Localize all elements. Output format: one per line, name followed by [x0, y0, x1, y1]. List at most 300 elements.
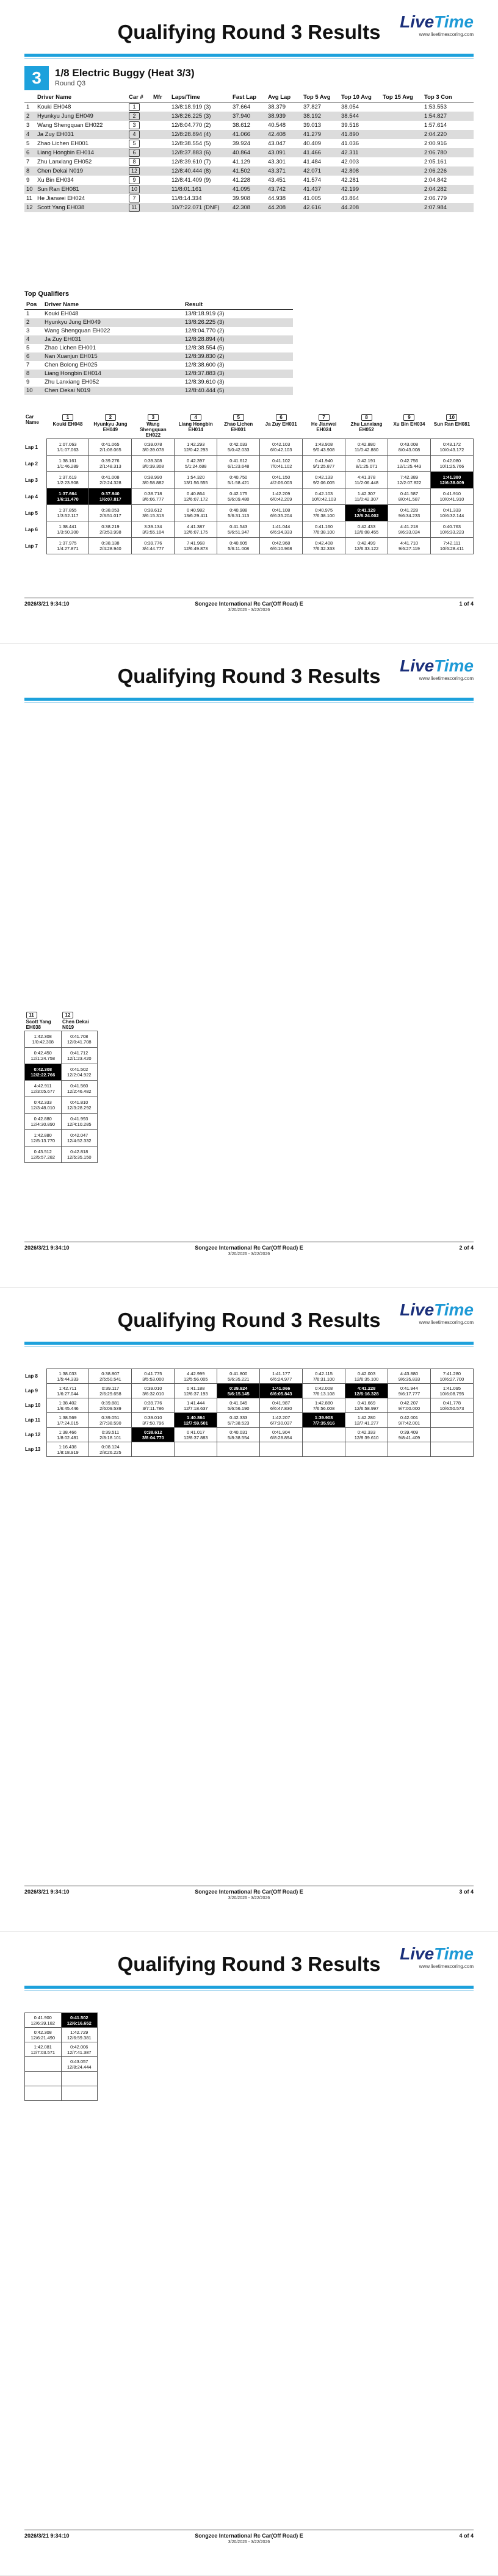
- lap-position: 12/6:37.193: [183, 1390, 208, 1397]
- lap-cell: [175, 521, 217, 538]
- result-name: Chen Dekai N019: [35, 166, 127, 176]
- result-row: [24, 139, 474, 148]
- result-laps: 12/8:37.883 (6): [170, 148, 231, 157]
- result-avg: 43.371: [266, 166, 301, 176]
- lap-cell: [175, 1398, 217, 1413]
- lap-time: 0:38.718: [144, 491, 162, 496]
- lap-row: [24, 439, 474, 456]
- lap-cell: [260, 456, 303, 472]
- lap-position: 3/0:58.882: [142, 480, 164, 485]
- result-mfr: [151, 139, 170, 148]
- result-row: [24, 176, 474, 185]
- lap-position: 5/6:31.113: [228, 513, 250, 518]
- qualifier-name: Ja Zuy EH031: [43, 335, 183, 344]
- lap-cell: [430, 1413, 473, 1428]
- qualifier-result: 13/8:26.225 (3): [183, 318, 293, 327]
- lap-time: 0:39.010: [144, 1385, 162, 1391]
- lap-time: 1:38.161: [59, 458, 77, 463]
- qualifier-name: Kouki EH048: [45, 310, 79, 318]
- lap-time: 0:08.124: [101, 1444, 120, 1450]
- lap-position: 6/0:42.103: [270, 447, 292, 453]
- lap-time: 1:54.320: [187, 474, 205, 480]
- result-car: [127, 176, 151, 185]
- result-t15: [381, 121, 422, 130]
- result-mfr: [151, 148, 170, 157]
- lap-time: 0:41.333: [442, 507, 461, 513]
- lap-position: 12/2:22.766: [31, 1072, 56, 1078]
- lap-cell: [132, 488, 175, 505]
- lap-row: [25, 1130, 98, 1147]
- result-t3: 2:04.220: [422, 130, 474, 139]
- lap-cell: [345, 1428, 388, 1442]
- lap-cell: [345, 1442, 388, 1457]
- lap-position: 12/6:38.009: [439, 480, 464, 485]
- lap-cell: [388, 538, 431, 554]
- lap-time: 0:41.987: [272, 1400, 290, 1406]
- page-title: Qualifying Round 3 Results: [117, 1309, 381, 1331]
- result-row: [24, 185, 474, 194]
- qualifier-name: Nan Xuanjun EH015: [43, 352, 183, 361]
- driver-name: Kouki EH048: [52, 421, 83, 427]
- footer-event: Songzee International Rc Car(Off Road) E: [195, 601, 303, 607]
- result-name: Zhao Lichen EH001: [37, 140, 88, 147]
- lap-position: 7/6:56.008: [312, 1405, 335, 1411]
- result-pos: 3: [26, 122, 30, 129]
- lap-position: 11/0:42.307: [354, 496, 379, 502]
- footer-page-number: 4 of 4: [459, 2533, 474, 2539]
- lap-position: 11/2:06.448: [354, 480, 379, 485]
- livetime-logo: LiveTime www.livetimescoring.com: [400, 656, 474, 681]
- result-fast: 41.129: [233, 159, 251, 165]
- top-qualifiers-table: Pos Driver Name Result 1 Kouki EH048 13/8:18.919 (3) 2 Hyunkyu Jung EH049 13/8:26.225 (3) 3 Wang Shengquan EH022 12/8:04.770 (2) 4 Ja Zuy EH031 12/8:28.894 (4) 5 Zhao Lichen EH001 12/8:38.554 (5) 6 Nan Xuanjun EH015 12/8:39.830 (2) 7 Chen Bolong EH025 12/8:38.600 (3) 8 Liang Hongbin EH014 12/8:37.883 (3) 9 Zhu Lanxiang EH052 12/8:39.610 (3) 10 Chen Dekai N019 12/8:40.444 (5): [24, 300, 293, 395]
- lap-time: 0:42.175: [229, 491, 248, 496]
- footer-page-number: 2 of 4: [459, 1245, 474, 1251]
- lap-time: 0:42.047: [70, 1132, 88, 1138]
- lap-cell: [303, 488, 345, 505]
- lap-label: Lap 9: [25, 1388, 38, 1394]
- car-number: 2: [129, 112, 140, 120]
- lap-position: 12/2:46.482: [67, 1089, 92, 1094]
- lap-row: [25, 1114, 98, 1130]
- lap-position: 10/0:42.103: [311, 496, 336, 502]
- lap-position: 12/4:30.890: [31, 1122, 56, 1127]
- lap-cell: [89, 472, 132, 488]
- lap-time: 0:41.502: [70, 1067, 88, 1072]
- lap-cell: [217, 1442, 260, 1457]
- result-t3: 1:53.553: [424, 104, 447, 110]
- lap-cell: [132, 1428, 175, 1442]
- lap-time: 0:42.033: [229, 442, 248, 447]
- lap-time: 0:37.940: [101, 491, 120, 496]
- lap-time: 0:39.409: [400, 1429, 419, 1435]
- lap-time: 1:38.466: [59, 1429, 77, 1435]
- lap-position: 5/6:35.221: [227, 1376, 250, 1382]
- lap-row: [24, 1369, 474, 1384]
- lap-position: 9/7:42.001: [398, 1420, 420, 1426]
- lap-row: [24, 1442, 474, 1457]
- driver-column-header: [217, 413, 260, 439]
- lap-position: 3/7:11.786: [142, 1405, 164, 1411]
- lap-position: 1/1:46.289: [57, 463, 79, 469]
- lap-time: 0:41.944: [400, 1385, 419, 1391]
- result-laps: 13/8:18.919 (3): [171, 104, 211, 110]
- result-pos: 8: [24, 166, 35, 176]
- result-t3: 1:54.827: [422, 112, 474, 121]
- result-t10: 42.199: [339, 185, 381, 194]
- lap-time: 4:43.880: [400, 1370, 419, 1376]
- qualifier-row: [24, 344, 293, 352]
- result-laps: 11/8:14.334: [171, 195, 202, 202]
- lap-cell: [89, 1442, 132, 1457]
- lap-position: 1/5:44.333: [57, 1376, 79, 1382]
- result-t5: 41.437: [301, 185, 339, 194]
- result-car: [127, 194, 151, 203]
- lap-label: Lap 10: [25, 1403, 41, 1408]
- lap-cell: [260, 1442, 303, 1457]
- lap-position: 10/6:08.795: [439, 1390, 464, 1397]
- lap-cell: [46, 538, 89, 554]
- lap-position: 12/0:42.293: [183, 447, 208, 453]
- lap-time: 0:42.880: [357, 442, 376, 447]
- result-t10: 42.808: [339, 166, 381, 176]
- lap-time: 0:42.433: [357, 524, 376, 529]
- result-car: [127, 203, 151, 212]
- driver-column-header: [345, 413, 388, 439]
- result-t15: [381, 185, 422, 194]
- driver-column-header: [46, 413, 89, 439]
- lap-time: 1:42.293: [187, 442, 205, 447]
- lap-position: 5/6:56.190: [227, 1405, 250, 1411]
- result-mfr: [151, 130, 170, 139]
- lap-cell: [46, 439, 89, 456]
- lap-time: 1:37.664: [59, 491, 77, 496]
- lap-time: 0:41.775: [144, 1370, 162, 1376]
- result-pos: 11: [26, 195, 32, 202]
- lap-time: 0:41.102: [272, 458, 290, 463]
- lap-row: [25, 1097, 98, 1114]
- lap-cell: [132, 1369, 175, 1384]
- lap-position: 9/2:06.005: [312, 480, 335, 485]
- driver-column-header: [430, 413, 473, 439]
- lap-time: 0:41.108: [272, 507, 290, 513]
- lap-position: 12/8:24.444: [67, 2064, 92, 2070]
- lap-time: 0:41.160: [314, 524, 333, 529]
- lap-time: 0:41.910: [442, 491, 461, 496]
- lap-position: 9/6:17.777: [398, 1390, 420, 1397]
- qualifier-name: Chen Bolong EH025: [45, 362, 98, 368]
- lap-cell: [260, 1413, 303, 1428]
- result-row: [24, 112, 474, 121]
- livetime-logo: LiveTime www.livetimescoring.com: [400, 12, 474, 37]
- lap-position: 9/6:35.833: [398, 1376, 420, 1382]
- qualifier-result: 12/8:37.883 (3): [183, 370, 293, 378]
- footer-date: 2026/3/21 9:34:10: [24, 1245, 70, 1251]
- lap-cell: [89, 439, 132, 456]
- page-title: Qualifying Round 3 Results: [117, 21, 381, 43]
- result-t5: 41.279: [301, 130, 339, 139]
- lap-position: 5/6:11.008: [228, 546, 250, 551]
- lap-label: Lap 3: [25, 477, 38, 483]
- lap-time: 1:42.207: [272, 1414, 290, 1420]
- lap-cell: [260, 521, 303, 538]
- footer-date-range: 3/20/2026 - 3/22/2026: [228, 2540, 270, 2544]
- result-car: [127, 185, 151, 194]
- lap-position: 2/5:50.541: [99, 1376, 121, 1382]
- lap-time: 0:41.017: [187, 1429, 205, 1435]
- livetime-logo: LiveTime www.livetimescoring.com: [400, 1944, 474, 1969]
- result-laps: 12/8:40.444 (8): [170, 166, 231, 176]
- lap-position: 1/6:45.446: [57, 1405, 79, 1411]
- lap-time: 0:41.543: [229, 524, 248, 529]
- lap-time: 4:41.228: [357, 1385, 376, 1391]
- qualifier-row: [24, 361, 293, 370]
- result-mfr: [151, 112, 170, 121]
- lap-cell: [260, 505, 303, 521]
- lap-position: 10/6:28.411: [439, 546, 464, 551]
- lap-position: 12/6:35.100: [354, 1376, 379, 1382]
- lap-cell: [61, 1097, 98, 1114]
- lap-cell: [25, 2013, 62, 2028]
- lap-cell: [89, 538, 132, 554]
- result-fast: 41.095: [231, 185, 266, 194]
- lap-cell: [345, 472, 388, 488]
- result-t10: 39.516: [341, 122, 359, 129]
- lap-time: 0:41.008: [101, 474, 120, 480]
- lap-position: 12/6:39.182: [31, 2020, 56, 2026]
- lap-cell: [61, 2057, 98, 2072]
- driver-name: Sun Ran EH081: [433, 421, 471, 427]
- lap-cell: [430, 1369, 473, 1384]
- results-table: Driver Name Car # Mfr Laps/Time Fast Lap Avg Lap Top 5 Avg Top 10 Avg Top 15 Avg Top 3 Con 1 Kouki EH048 1 13/8:18.919 (3) 37.664 38.379 37.827 38.054 1:53.553 2 Hyunkyu Jung EH049 2 13/8:26.225 (3) 37.940 38.939 38.192 38.544 1:54.827 3 Wang Shengquan EH022 3 12/8:04.770 (2) 38.612 40.548 39.013 39.516 1:57.614 4 Ja Zuy EH031 4 12/8:28.894 (4) 41.066 42.408 41.279 41.890 2:04.220 5 Zhao Lichen EH001 5 12/8:38.554 (5) 39.924 43.047 40.409 41.036 2:00.916 6 Liang Hongbin EH014 6 12/8:37.883 (6) 40.864 43.091 41.466 42.311 2:06.780 7 Zhu Lanxiang EH052 8 12/8:39.610 (7) 41.129 43.301 41.484 42.003 2:05.161 8 Chen Dekai N019 12 12/8:40.444 (8) 41.502 43.371 42.071 42.808 2:06.226 9 Xu Bin EH034 9 12/8:41.409 (9) 41.228 43.451 41.574 42.281 2:04.842 10 Sun Ran EH081 10 11/8:01.161 41.095 43.742 41.437 42.199 2:04.282 11 He Jianwei EH024 7 11/8:14.334 39.908 44.938 41.005 43.864 2:06.779 12 Scott Yang EH038 11 10/7:22.071 (DNF) 42.308 44.208 42.616 44.208 2:07.984: [24, 93, 474, 212]
- footer-date-range: 3/20/2026 - 3/22/2026: [228, 1252, 270, 1256]
- lap-position: 12/4:10.285: [67, 1122, 92, 1127]
- lap-row: [25, 2028, 98, 2042]
- lap-time: 4:42.911: [34, 1083, 52, 1089]
- lap-cell: [132, 505, 175, 521]
- result-name: Kouki EH048: [37, 104, 71, 110]
- lap-time: 0:41.810: [70, 1100, 88, 1105]
- lap-position: 12/7:03.571: [31, 2049, 56, 2055]
- lap-row: [25, 2057, 98, 2072]
- result-fast: 38.612: [233, 122, 251, 129]
- lap-row: [24, 488, 474, 505]
- lap-cell: [303, 1384, 345, 1398]
- lap-time: 0:43.008: [400, 442, 419, 447]
- lap-time: 0:42.408: [314, 540, 333, 546]
- lap-row: [25, 1081, 98, 1097]
- result-t3: 1:57.614: [424, 122, 447, 129]
- header-rule: [24, 1342, 474, 1345]
- result-t10: 42.311: [339, 148, 381, 157]
- lap-cell: [89, 521, 132, 538]
- lap-cell: [388, 521, 431, 538]
- lap-position: 1/6:11.470: [57, 496, 79, 502]
- lap-cell: [46, 1384, 89, 1398]
- result-t3: 2:06.779: [424, 195, 447, 202]
- lap-cell: [25, 2042, 62, 2057]
- footer-event: Songzee International Rc Car(Off Road) E: [195, 1889, 303, 1895]
- lap-time: 7:42.111: [443, 540, 461, 546]
- lap-cell: [217, 1413, 260, 1428]
- lap-time: 4:41.387: [187, 524, 205, 529]
- lap-time: 0:41.502: [70, 2014, 88, 2020]
- heat-number-badge: 3: [24, 66, 49, 90]
- lap-time: 0:39.881: [101, 1400, 120, 1406]
- qualifier-result: 13/8:18.919 (3): [185, 310, 225, 318]
- lap-cell: [430, 538, 473, 554]
- lap-cell: [430, 1428, 473, 1442]
- footer-date: 2026/3/21 9:34:10: [24, 1889, 70, 1895]
- lap-time: 0:39.924: [229, 1385, 248, 1391]
- lap-position: 1/8:02.481: [57, 1434, 79, 1440]
- lap-time: 0:40.605: [229, 540, 248, 546]
- car-number: 8: [361, 414, 372, 421]
- lap-cell: [46, 505, 89, 521]
- result-mfr: [151, 157, 170, 166]
- qualifier-result: 12/8:39.830 (2): [183, 352, 293, 361]
- result-pos: 2: [24, 112, 35, 121]
- lap-position: 12/1:25.443: [397, 463, 422, 469]
- lap-position: 12/8:39.610: [354, 1434, 379, 1440]
- lap-position: 6/6:10.968: [270, 546, 292, 551]
- lap-cell: [345, 488, 388, 505]
- lap-label: Lap 4: [25, 493, 38, 499]
- lap-time: 0:42.450: [34, 1050, 52, 1056]
- lap-time: 0:41.940: [314, 458, 333, 463]
- result-t10: 42.281: [341, 177, 359, 184]
- result-pos: 10: [24, 185, 35, 194]
- lap-position: 12/6:16.328: [354, 1390, 379, 1397]
- lap-row: [24, 456, 474, 472]
- lap-time: 1:41.044: [272, 524, 290, 529]
- lap-position: 6/7:30.037: [270, 1420, 292, 1426]
- lap-label: Lap 12: [25, 1432, 41, 1437]
- lap-position: 10/6:32.144: [439, 513, 464, 518]
- header-rule-thin: [24, 58, 474, 59]
- top-qualifiers-title: Top Qualifiers: [24, 290, 70, 298]
- lap-label: Lap 7: [25, 543, 38, 549]
- lap-position: 12/5:35.150: [67, 1154, 92, 1160]
- lap-time: 0:41.708: [70, 1034, 88, 1039]
- lap-cell: [175, 488, 217, 505]
- lap-time: 0:42.103: [314, 491, 333, 496]
- lap-position: 9/8:41.409: [398, 1434, 420, 1440]
- result-name: Zhu Lanxiang EH052: [37, 159, 92, 165]
- lap-cell: [46, 1442, 89, 1457]
- result-laps: 12/8:38.554 (5): [171, 140, 211, 147]
- lap-cell: [175, 1428, 217, 1442]
- result-laps: 12/8:04.770 (2): [171, 122, 211, 129]
- car-number: 3: [148, 414, 159, 421]
- lap-position: 3/4:44.777: [142, 546, 164, 551]
- lap-cell: [388, 505, 431, 521]
- header-rule-thin: [24, 1990, 474, 1991]
- lap-row: [25, 1064, 98, 1081]
- lap-time: 0:40.750: [229, 474, 248, 480]
- lap-time: 1:42.880: [34, 1132, 52, 1138]
- lap-position: 9/6:27.119: [399, 546, 420, 551]
- lap-time: 1:37.975: [59, 540, 77, 546]
- result-fast: 39.924: [233, 140, 251, 147]
- lap-time: 0:38.990: [144, 474, 162, 480]
- lap-time: 0:41.612: [229, 458, 248, 463]
- lap-position: 10/0:43.172: [439, 447, 464, 453]
- result-t5: 42.071: [301, 166, 339, 176]
- result-t5: 41.484: [303, 159, 322, 165]
- car-number: 1: [62, 414, 73, 421]
- lap-cell: [46, 1413, 89, 1428]
- lap-cell: [217, 538, 260, 554]
- lap-cell: [303, 1428, 345, 1442]
- lap-position: 12/3:05.677: [31, 1089, 56, 1094]
- result-t3: 2:05.161: [424, 159, 447, 165]
- lap-time: 0:42.207: [400, 1400, 419, 1406]
- lap-time: 0:42.333: [357, 1429, 376, 1435]
- lap-time: 0:43.512: [34, 1149, 52, 1154]
- result-fast: 42.308: [231, 203, 266, 212]
- result-fast: 41.228: [233, 177, 251, 184]
- lap-position: 2/6:29.658: [99, 1390, 121, 1397]
- lap-time: 1:38.441: [59, 524, 77, 529]
- lap-time: 1:43.908: [314, 442, 333, 447]
- qualifier-pos: 7: [26, 362, 30, 368]
- lap-cell: [132, 472, 175, 488]
- lap-cell: [303, 456, 345, 472]
- lap-time: 7:41.968: [187, 540, 205, 546]
- lap-cell: [25, 2086, 62, 2101]
- footer-page-number: 3 of 4: [459, 1889, 474, 1895]
- lap-time: 0:39.078: [144, 442, 162, 447]
- result-laps: 12/8:41.409 (9): [171, 177, 211, 184]
- result-car: [127, 166, 151, 176]
- car-number: 10: [129, 185, 140, 193]
- result-t10: 42.003: [341, 159, 359, 165]
- lap-cell: [25, 2028, 62, 2042]
- result-avg: 42.408: [266, 130, 301, 139]
- lap-position: 1/3:50.300: [57, 529, 79, 535]
- result-row: [24, 194, 474, 203]
- lap-cell: [303, 505, 345, 521]
- lap-cell: [388, 1413, 431, 1428]
- lap-position: 3/5:53.000: [142, 1376, 164, 1382]
- car-number: 8: [129, 158, 140, 166]
- lap-cell: [175, 1369, 217, 1384]
- result-car: [127, 157, 151, 166]
- lap-row: [25, 2042, 98, 2057]
- lap-cell: [303, 439, 345, 456]
- result-fast: 41.502: [231, 166, 266, 176]
- lap-cell: [175, 439, 217, 456]
- lap-time: 1:41.095: [442, 1385, 461, 1391]
- footer-date: 2026/3/21 9:34:10: [24, 601, 70, 607]
- lap-cell: [430, 521, 473, 538]
- lap-cell: [217, 1428, 260, 1442]
- car-number: 11: [26, 1012, 37, 1018]
- result-row: [24, 148, 474, 157]
- result-t15: [381, 102, 422, 112]
- lap-cell: [46, 1369, 89, 1384]
- result-t3: 2:06.226: [422, 166, 474, 176]
- lap-position: 7/0:41.102: [270, 463, 292, 469]
- lap-grid-continued: [24, 1011, 98, 1163]
- lap-cell: [303, 472, 345, 488]
- lap-position: 7/7:35.916: [312, 1420, 335, 1426]
- lap-label: Lap 11: [25, 1417, 40, 1423]
- heat-name: 1/8 Electric Buggy (Heat 3/3): [55, 67, 195, 79]
- lap-time: 0:39.051: [101, 1414, 120, 1420]
- lap-cell: [25, 1130, 62, 1147]
- lap-position: 12/4:52.332: [67, 1138, 92, 1143]
